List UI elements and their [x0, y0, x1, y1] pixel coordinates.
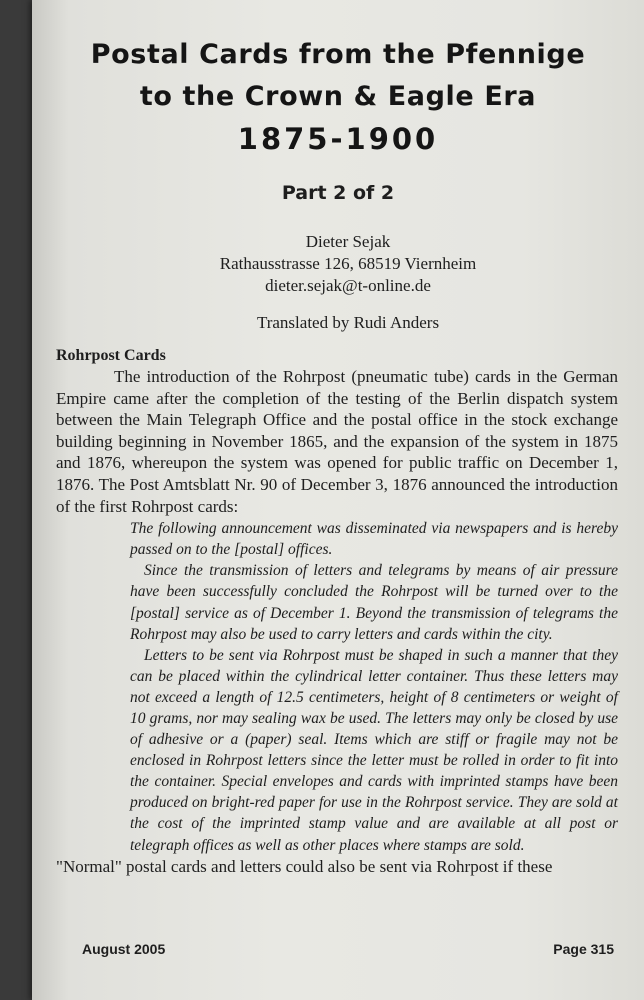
quote-paragraph-2: Since the transmission of letters and telegrams by means of air pressure have been successfully concluded the Rohrpost will be turned over to the [postal] service as of December 1. Beyond the transmission of telegrams the Rohrpost may also be used to carry letters and cards within the city. — [130, 562, 618, 643]
title-line-2: to the Crown & Eagle Era — [139, 81, 537, 112]
part-label: Part 2 of 2 — [281, 182, 395, 204]
block-quote — [130, 518, 618, 856]
continuation-paragraph: "Normal" postal cards and letters could also be sent via Rohrpost if these — [56, 856, 553, 876]
section-heading: Rohrpost Cards — [56, 347, 166, 364]
author-block — [52, 231, 644, 297]
quote-paragraph-3: Letters to be sent via Rohrpost must be shaped in such a manner that they can be placed within the cylindrical letter container. Thus these letters may not exceed a length of 12.5 centimeters, height of 8 centimeters or weight of 10 grams, nor may sealing wax be used. The letters may only be closed by use of adhesive or a (paper) seal. Items which are stiff or fragile may not be enclosed in Rohrpost letters since the letter must be rolled in order to fit into the container. Special envelopes and cards with imprinted stamps have been produced on bright-red paper for use in the Rohrpost service. They are sold at the cost of the imprinted stamp value and are available at all post or telegraph offices as well as other places where stamps are sold. — [130, 646, 618, 854]
title-line-3: 1875-1900 — [237, 122, 439, 156]
author-email: dieter.sejak@t-online.de — [265, 276, 431, 295]
author-address: Rathausstrasse 126, 68519 Viernheim — [219, 254, 477, 273]
document-page — [32, 0, 644, 1000]
article-title — [32, 34, 644, 160]
quote-paragraph-1: The following announcement was disseminated via newspapers and is hereby passed on to the [postal] offices. — [130, 520, 618, 559]
author-name: Dieter Sejak — [305, 232, 391, 251]
issue-date: August 2005 — [82, 941, 166, 957]
article-body — [56, 346, 618, 877]
translator-credit: Translated by Rudi Anders — [256, 313, 440, 332]
intro-paragraph: The introduction of the Rohrpost (pneumatic tube) cards in the German Empire came after the completion of the testing of the Berlin dispatch system between the Main Telegraph Office and the postal office in the stock exchange building beginning in November 1865, and the expansion of the system in 1875 and 1876, whereupon the system was opened for public traffic on December 1, 1876. The Post Amtsblatt Nr. 90 of December 3, 1876 announced the introduction of the first Rohrpost cards: — [56, 367, 618, 516]
page-number: Page 315 — [553, 941, 614, 957]
title-line-1: Postal Cards from the Pfennige — [90, 39, 586, 70]
